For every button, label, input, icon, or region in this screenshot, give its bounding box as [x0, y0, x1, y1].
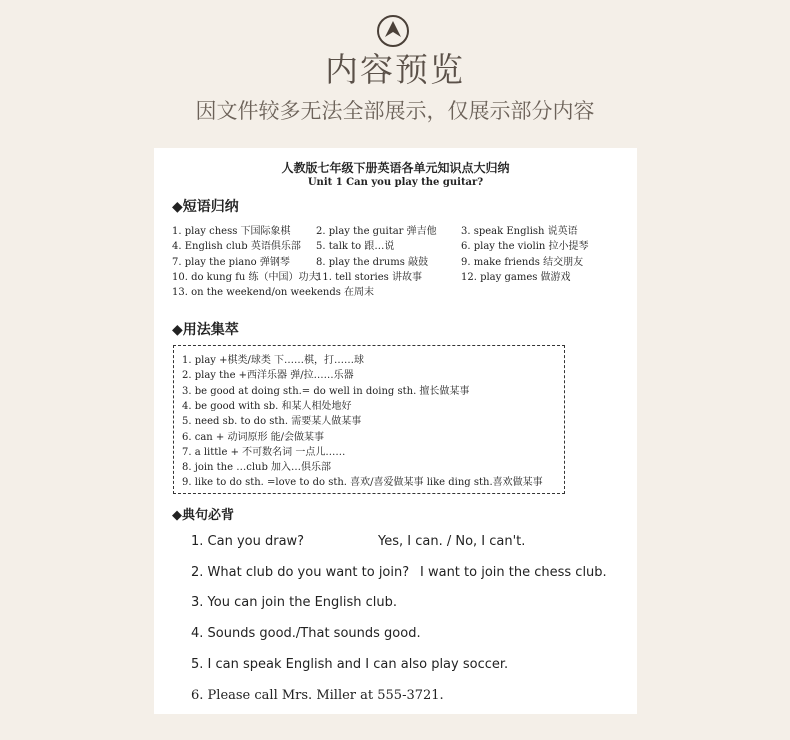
sentence-question: 6. Please call Mrs. Miller at 555-3721.: [191, 688, 444, 703]
phrase-item: 2. play the guitar 弹吉他: [316, 226, 437, 237]
sentence-question: 5. I can speak English and I can also play soccer.: [191, 657, 509, 672]
section-phrases-heading: ◆短语归纳: [172, 199, 239, 215]
sentence-item: [191, 626, 421, 641]
page-title: 内容预览: [325, 50, 465, 89]
sentence-item: [191, 595, 397, 610]
phrase-item: 8. play the drums 敲鼓: [316, 257, 429, 268]
document-title: 人教版七年级下册英语各单元知识点大归纳: [281, 161, 510, 175]
document-subtitle: Unit 1 Can you play the guitar?: [307, 177, 484, 188]
phrase-item: 13. on the weekend/on weekends 在周末: [172, 287, 375, 298]
usage-item: 1. play +棋类/球类 下……棋，打……球: [182, 355, 365, 366]
phrase-item: 6. play the violin 拉小提琴: [461, 241, 589, 252]
phrase-item: 3. speak English 说英语: [461, 226, 578, 237]
phrase-item: 5. talk to 跟…说: [316, 241, 395, 252]
usage-item: 5. need sb. to do sth. 需要某人做某事: [182, 416, 362, 427]
phrase-item: 9. make friends 结交朋友: [461, 257, 584, 268]
sentence-question: 4. Sounds good./That sounds good.: [191, 626, 421, 641]
logo-icon: [376, 14, 410, 48]
sentence-question: 1. Can you draw?: [191, 534, 305, 549]
section-sentences-heading: ◆典句必背: [172, 508, 234, 523]
usage-item: 7. a little + 不可数名词 一点儿……: [182, 447, 346, 458]
sentence-item: [191, 657, 508, 672]
sentence-answer: Yes, I can. / No, I can't.: [378, 534, 526, 549]
usage-item: 8. join the …club 加入…俱乐部: [182, 462, 332, 473]
phrase-item: 10. do kung fu 练（中国）功夫: [172, 272, 319, 283]
phrase-item: 12. play games 做游戏: [461, 272, 571, 283]
sentence-question: 3. You can join the English club.: [191, 595, 398, 610]
sentence-item: [191, 688, 444, 703]
usage-item: 6. can + 动词原形 能/会做某事: [182, 432, 325, 443]
usage-box: [173, 345, 565, 494]
sentence-answer: I want to join the chess club.: [420, 565, 607, 580]
document-preview: [154, 148, 637, 714]
usage-item: 3. be good at doing sth.= do well in doing sth. 擅长做某事: [182, 386, 470, 397]
sentence-question: 2. What club do you want to join?: [191, 565, 410, 580]
sentence-item: [191, 534, 526, 549]
page-subtitle: 因文件较多无法全部展示，仅展示部分内容: [195, 99, 595, 123]
usage-item: 4. be good with sb. 和某人相处地好: [182, 401, 352, 412]
usage-item: 9. like to do sth. =love to do sth. 喜欢/喜爱做某事 like ding sth.喜欢做某事: [182, 477, 543, 488]
usage-item: 2. play the +西洋乐器 弹/拉……乐器: [182, 370, 354, 381]
sentence-item: [191, 565, 607, 580]
section-usage-heading: ◆用法集萃: [172, 322, 239, 338]
phrase-item: 4. English club 英语俱乐部: [172, 241, 301, 252]
phrase-item: 7. play the piano 弹钢琴: [172, 257, 290, 268]
phrase-item: 1. play chess 下国际象棋: [172, 226, 291, 237]
phrase-item: 11. tell stories 讲故事: [316, 272, 422, 283]
